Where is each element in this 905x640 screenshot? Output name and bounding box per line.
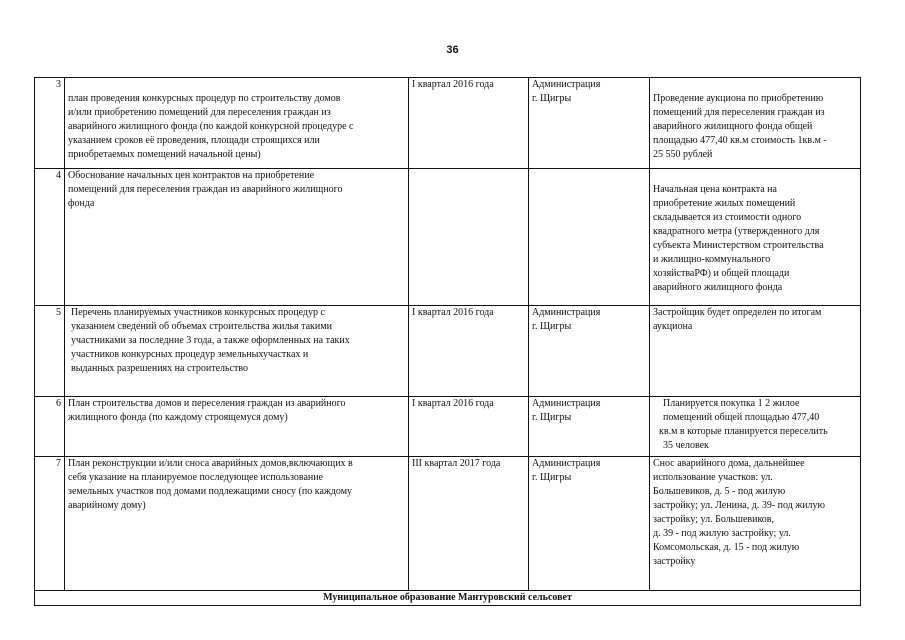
- event-line: план проведения конкурсных процедур по строительству домов: [68, 93, 341, 104]
- event-cell: [65, 457, 409, 591]
- result-line: аукциона: [653, 321, 693, 332]
- executor-line: г. Щигры: [532, 321, 572, 332]
- row-number: 3: [35, 78, 65, 169]
- result-line: 25 550 рублей: [653, 149, 713, 160]
- event-cell: [65, 78, 409, 169]
- result-line: Проведение аукциона по приобретению: [653, 93, 824, 104]
- result-line: и жилищно-коммунального: [653, 254, 771, 265]
- executor-cell: [529, 169, 650, 306]
- result-line: помещений для переселения граждан из: [653, 107, 825, 118]
- table-row: [35, 306, 861, 397]
- event-line: помещений для переселения граждан из аварийного жилищного: [68, 184, 343, 195]
- result-line: аварийного жилищного фонда: [653, 282, 783, 293]
- result-line: приобретение жилых помещений: [653, 198, 796, 209]
- section-heading: Муниципальное образование Мантуровский сельсовет: [35, 591, 861, 606]
- section-heading-row: [35, 591, 861, 606]
- executor-line: г. Щигры: [532, 412, 572, 423]
- event-line: План реконструкции и/или сноса аварийных домов,включающих в: [68, 458, 353, 469]
- executor-cell: [529, 397, 650, 457]
- row-number: 6: [35, 397, 65, 457]
- result-line: квадратного метра (утвержденного для: [653, 226, 820, 237]
- event-line: указанием сведений об объемах строительства жилья такими: [71, 321, 332, 332]
- executor-line: г. Щигры: [532, 472, 572, 483]
- event-line: аварийному дому): [68, 500, 146, 511]
- date-cell: [409, 78, 529, 169]
- result-line: Большевиков, д. 5 - под жилую: [653, 486, 786, 497]
- executor-line: г. Щигры: [532, 93, 572, 104]
- table-row: [35, 78, 861, 169]
- result-line: аварийного жилищного фонда общей: [653, 121, 813, 132]
- event-line: участниками за последние 3 года, а также оформленных на таких: [71, 335, 350, 346]
- event-line: жилищного фонда (по каждому строящемуся дому): [68, 412, 288, 423]
- result-cell: [650, 78, 861, 169]
- event-line: и/или приобретению помещений для переселения граждан из: [68, 107, 331, 118]
- event-line: себя указание на планируемое последующее использование: [68, 472, 324, 483]
- date-text: I квартал 2016 года: [412, 79, 494, 90]
- date-cell: [409, 169, 529, 306]
- result-line: помещений общей площадью 477,40: [663, 412, 820, 423]
- event-line: участников конкурсных процедур земельныхучастках и: [71, 349, 309, 360]
- executor-line: Администрация: [532, 398, 601, 409]
- table-row: [35, 457, 861, 591]
- date-cell: [409, 306, 529, 397]
- executor-cell: [529, 306, 650, 397]
- event-line: Перечень планируемых участников конкурсных процедур с: [71, 307, 325, 318]
- event-line: План строительства домов и переселения граждан из аварийного: [68, 398, 346, 409]
- row-number: 7: [35, 457, 65, 591]
- executor-line: Администрация: [532, 307, 601, 318]
- event-line: аварийного жилищного фонда (по каждой конкурсной процедуре с: [68, 121, 354, 132]
- result-line: хозяйстваРФ) и общей площади: [653, 268, 790, 279]
- result-line: д. 39 - под жилую застройку; ул.: [653, 528, 791, 539]
- event-line: указанием сроков её проведения, площади строящихся или: [68, 135, 320, 146]
- result-line: застройку: [653, 556, 696, 567]
- event-line: Обоснование начальных цен контрактов на приобретение: [68, 170, 315, 181]
- result-line: кв.м в которые планируется переселить: [659, 426, 828, 437]
- result-line: Планируется покупка 1 2 жилое: [663, 398, 800, 409]
- executor-cell: [529, 457, 650, 591]
- result-cell: [650, 169, 861, 306]
- date-text: III квартал 2017 года: [412, 458, 501, 469]
- result-line: использование участков: ул.: [653, 472, 773, 483]
- result-line: Снос аварийного дома, дальнейшее: [653, 458, 805, 469]
- result-line: застройку; ул. Большевиков,: [653, 514, 775, 525]
- result-cell: [650, 397, 861, 457]
- row-number: 5: [35, 306, 65, 397]
- result-cell: [650, 457, 861, 591]
- event-line: фонда: [68, 198, 95, 209]
- event-line: земельных участков под домами подлежащими сносу (по каждому: [68, 486, 353, 497]
- executor-line: Администрация: [532, 458, 601, 469]
- plan-table: [34, 77, 861, 606]
- date-text: I квартал 2016 года: [412, 307, 494, 318]
- result-line: площадью 477,40 кв.м стоимость 1кв.м -: [653, 135, 827, 146]
- table-row: [35, 169, 861, 306]
- event-line: выданных разрешениях на строительство: [71, 363, 249, 374]
- row-number: 4: [35, 169, 65, 306]
- table-row: [35, 397, 861, 457]
- event-cell: [65, 397, 409, 457]
- date-cell: [409, 397, 529, 457]
- result-line: складывается из стоимости одного: [653, 212, 802, 223]
- event-cell: [65, 306, 409, 397]
- result-cell: [650, 306, 861, 397]
- result-line: Застройщик будет определен по итогам: [653, 307, 822, 318]
- event-cell: [65, 169, 409, 306]
- executor-line: Администрация: [532, 79, 601, 90]
- page-number: 36: [446, 44, 459, 56]
- executor-cell: [529, 78, 650, 169]
- result-line: Начальная цена контракта на: [653, 184, 777, 195]
- result-line: застройку; ул. Ленина, д. 39- под жилую: [653, 500, 826, 511]
- event-line: приобретаемых помещений начальной цены): [68, 149, 261, 160]
- date-cell: [409, 457, 529, 591]
- result-line: 35 человек: [663, 440, 709, 451]
- date-text: I квартал 2016 года: [412, 398, 494, 409]
- result-line: Комсомольская, д. 15 - под жилую: [653, 542, 800, 553]
- result-line: субъекта Министерством строительства: [653, 240, 824, 251]
